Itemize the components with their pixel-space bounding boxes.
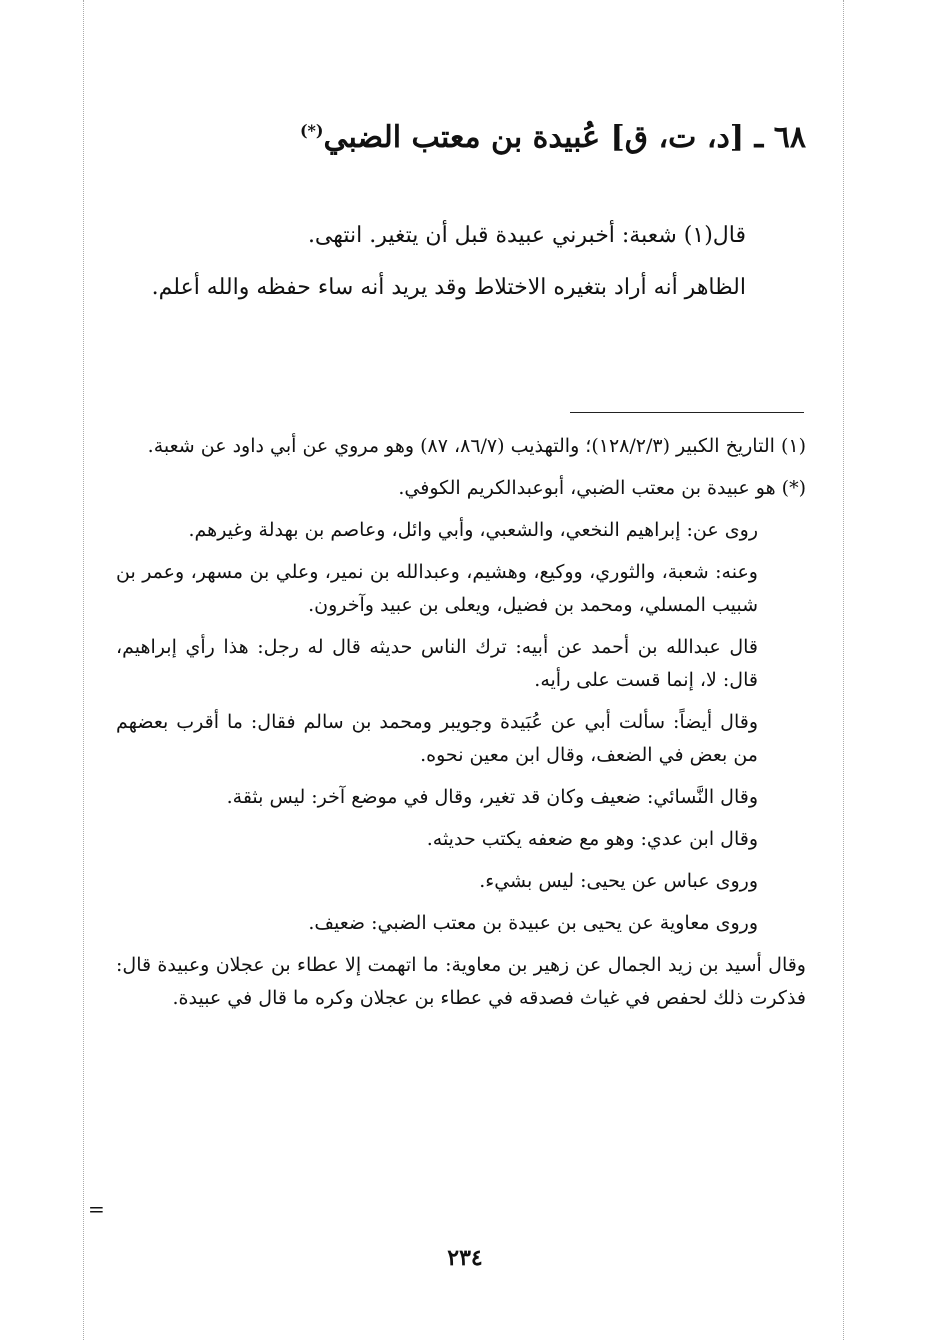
entry-heading	[106, 105, 806, 164]
main-paragraph: قال(١) شعبة: أخبرني عبيدة قبل أن يتغير. انتهى.	[307, 223, 746, 248]
footnotes	[116, 430, 806, 1024]
margin-dotted-line	[83, 0, 84, 1340]
footnote-paragraph: وروى عباس عن يحيى: ليس بشيء.	[479, 870, 758, 892]
footnote-paragraph: وقال أيضاً: سألت أبي عن عُبَيدة وجويبر ومحمد بن سالم فقال: ما أقرب بعضهم من بعض في الضعف، وقال ابن معين نحوه.	[116, 711, 758, 766]
main-text	[116, 210, 806, 314]
footnote-paragraph: روى عن: إبراهيم النخعي، والشعبي، وأبي وائل، وعاصم بن بهدلة وغيرهم.	[188, 519, 758, 541]
entry-name: عُبيدة بن معتب الضبي	[323, 120, 601, 155]
footnote-paragraph: وعنه: شعبة، والثوري، ووكيع، وهشيم، وعبدالله بن نمير، وعلي بن مسهر، وعمر بن شبيب المسلي، ومحمد بن فضيل، ويعلى بن عبيد وآخرون.	[116, 561, 758, 616]
page-number: ٢٣٤	[447, 1245, 483, 1271]
footnote-paragraph: وقال ابن عدي: وهو مع ضعفه يكتب حديثه.	[426, 828, 758, 850]
main-paragraph: الظاهر أنه أراد بتغيره الاختلاط وقد يريد أنه ساء حفظه والله أعلم.	[151, 275, 746, 300]
margin-mark: =	[88, 1197, 105, 1221]
entry-number: ٦٨ ـ	[754, 120, 806, 155]
footnote-paragraph: وقال النَّسائي: ضعيف وكان قد تغير، وقال في موضع آخر: ليس بثقة.	[226, 786, 758, 808]
footnote-paragraph: وقال أسيد بن زيد الجمال عن زهير بن معاوية: ما اتهمت إلا عطاء بن عجلان وعبيدة قال: فذكرت ذلك لحفص في غياث فصدقه في عطاء بن عجلان وكره ما قال في عبيدة.	[116, 954, 806, 1009]
footnote-paragraph: وروى معاوية عن يحيى بن عبيدة بن معتب الضبي: ضعيف.	[308, 912, 758, 934]
footnote-paragraph: قال عبدالله بن أحمد عن أبيه: ترك الناس حديثه قال له رجل: هذا رأي إبراهيم، قال: لا، إنما قست على رأيه.	[116, 636, 758, 691]
footnote-1: (١) التاريخ الكبير (١٢٨/٢/٣)؛ والتهذيب (٨٦/٧، ٨٧) وهو مروي عن أبي داود عن شعبة.	[147, 435, 806, 457]
entry-marker: (*)	[299, 121, 324, 140]
footnote-star: (*) هو عبيدة بن معتب الضبي، أبوعبدالكريم الكوفي.	[398, 477, 806, 499]
entry-codes: [د، ت، ق]	[610, 120, 745, 155]
footnote-separator	[570, 412, 804, 413]
margin-dotted-line	[843, 0, 844, 1340]
